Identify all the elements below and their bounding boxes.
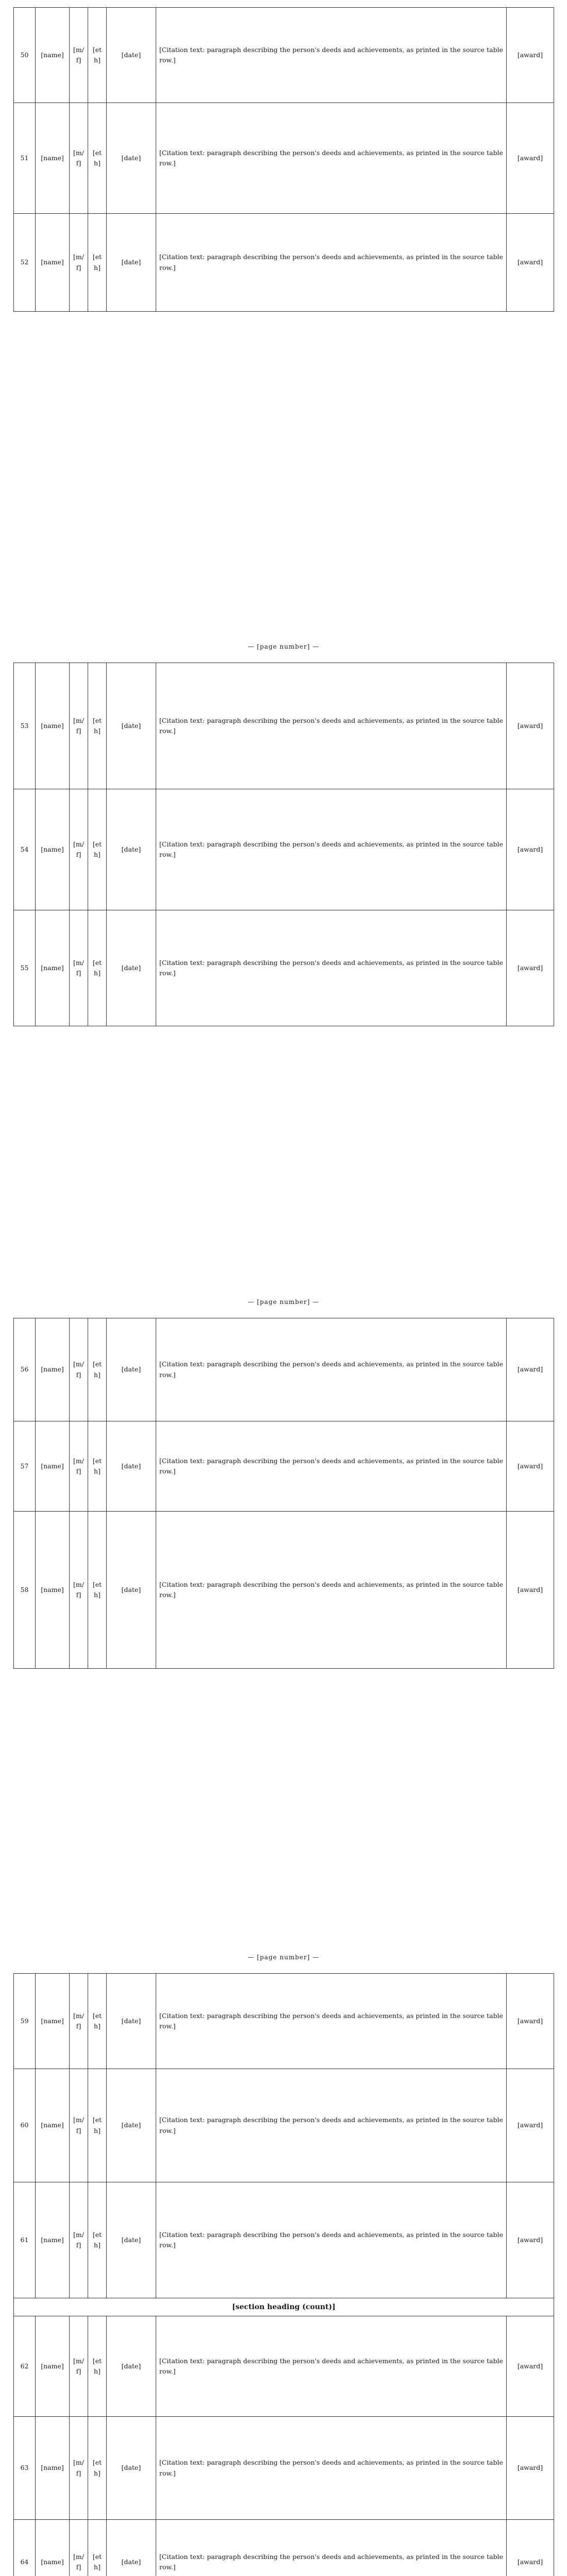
cell-deeds: [Citation text: paragraph describing the person's deeds and achievements, as printed in the source table row.] (156, 8, 507, 103)
cell-number: 53 (14, 663, 36, 789)
cell-honor: [award] (507, 2417, 554, 2520)
table-row (14, 2520, 554, 2576)
table-row (14, 910, 554, 1026)
table-row (14, 1318, 554, 1421)
cell-ethnicity: [eth] (88, 1974, 107, 2069)
cell-honor: [award] (507, 663, 554, 789)
cell-name: [name] (36, 103, 70, 214)
cell-number: 52 (14, 214, 36, 312)
cell-name: [name] (36, 789, 70, 910)
cell-number: 64 (14, 2520, 36, 2576)
honor-table (13, 663, 554, 1026)
cell-deeds: [Citation text: paragraph describing the person's deeds and achievements, as printed in the source table row.] (156, 1318, 507, 1421)
cell-ethnicity: [eth] (88, 789, 107, 910)
cell-sex: [m/f] (70, 2417, 88, 2520)
cell-deeds: [Citation text: paragraph describing the person's deeds and achievements, as printed in the source table row.] (156, 910, 507, 1026)
cell-number: 54 (14, 789, 36, 910)
table-row (14, 8, 554, 103)
table-row (14, 2316, 554, 2417)
cell-number: 61 (14, 2182, 36, 2298)
cell-ethnicity: [eth] (88, 663, 107, 789)
cell-birth-date: [date] (107, 1318, 156, 1421)
cell-name: [name] (36, 910, 70, 1026)
cell-ethnicity: [eth] (88, 2520, 107, 2576)
table-row (14, 789, 554, 910)
page (0, 1311, 567, 1966)
cell-name: [name] (36, 1421, 70, 1512)
cell-name: [name] (36, 1974, 70, 2069)
cell-honor: [award] (507, 1974, 554, 2069)
cell-birth-date: [date] (107, 2316, 156, 2417)
cell-sex: [m/f] (70, 2316, 88, 2417)
cell-birth-date: [date] (107, 910, 156, 1026)
cell-number: 50 (14, 8, 36, 103)
cell-sex: [m/f] (70, 103, 88, 214)
cell-deeds: [Citation text: paragraph describing the person's deeds and achievements, as printed in the source table row.] (156, 2520, 507, 2576)
table-row (14, 663, 554, 789)
cell-deeds: [Citation text: paragraph describing the person's deeds and achievements, as printed in the source table row.] (156, 1421, 507, 1512)
cell-honor: [award] (507, 2069, 554, 2182)
cell-number: 62 (14, 2316, 36, 2417)
cell-number: 51 (14, 103, 36, 214)
section-row (14, 2298, 554, 2316)
cell-birth-date: [date] (107, 1974, 156, 2069)
table-row (14, 1421, 554, 1512)
cell-birth-date: [date] (107, 2520, 156, 2576)
page (0, 0, 567, 655)
cell-honor: [award] (507, 910, 554, 1026)
cell-name: [name] (36, 214, 70, 312)
cell-sex: [m/f] (70, 1512, 88, 1669)
cell-deeds: [Citation text: paragraph describing the person's deeds and achievements, as printed in the source table row.] (156, 1974, 507, 2069)
cell-birth-date: [date] (107, 2417, 156, 2520)
table-row (14, 214, 554, 312)
cell-ethnicity: [eth] (88, 2182, 107, 2298)
cell-ethnicity: [eth] (88, 2417, 107, 2520)
cell-ethnicity: [eth] (88, 910, 107, 1026)
cell-ethnicity: [eth] (88, 1512, 107, 1669)
cell-sex: [m/f] (70, 1974, 88, 2069)
cell-name: [name] (36, 2316, 70, 2417)
section-heading: [section heading (count)] (14, 2298, 554, 2316)
table-row (14, 2069, 554, 2182)
cell-ethnicity: [eth] (88, 1318, 107, 1421)
cell-number: 58 (14, 1512, 36, 1669)
table-row (14, 2417, 554, 2520)
cell-birth-date: [date] (107, 214, 156, 312)
cell-deeds: [Citation text: paragraph describing the person's deeds and achievements, as printed in the source table row.] (156, 663, 507, 789)
page-number: — [page number] — (247, 643, 320, 650)
cell-sex: [m/f] (70, 8, 88, 103)
cell-name: [name] (36, 1512, 70, 1669)
cell-honor: [award] (507, 1512, 554, 1669)
table-row (14, 1512, 554, 1669)
cell-name: [name] (36, 1318, 70, 1421)
cell-deeds: [Citation text: paragraph describing the person's deeds and achievements, as printed in the source table row.] (156, 1512, 507, 1669)
honor-table (13, 1973, 554, 2576)
cell-name: [name] (36, 2417, 70, 2520)
page-number: — [page number] — (247, 1954, 320, 1961)
cell-ethnicity: [eth] (88, 103, 107, 214)
cell-deeds: [Citation text: paragraph describing the person's deeds and achievements, as printed in the source table row.] (156, 2069, 507, 2182)
cell-birth-date: [date] (107, 789, 156, 910)
cell-ethnicity: [eth] (88, 214, 107, 312)
cell-sex: [m/f] (70, 789, 88, 910)
cell-sex: [m/f] (70, 1421, 88, 1512)
cell-deeds: [Citation text: paragraph describing the person's deeds and achievements, as printed in the source table row.] (156, 103, 507, 214)
honor-table (13, 7, 554, 312)
cell-number: 63 (14, 2417, 36, 2520)
cell-number: 59 (14, 1974, 36, 2069)
table-row (14, 1974, 554, 2069)
cell-ethnicity: [eth] (88, 2316, 107, 2417)
cell-sex: [m/f] (70, 2069, 88, 2182)
cell-honor: [award] (507, 2316, 554, 2417)
cell-birth-date: [date] (107, 103, 156, 214)
cell-birth-date: [date] (107, 8, 156, 103)
cell-honor: [award] (507, 789, 554, 910)
cell-birth-date: [date] (107, 1421, 156, 1512)
cell-honor: [award] (507, 2182, 554, 2298)
cell-deeds: [Citation text: paragraph describing the person's deeds and achievements, as printed in the source table row.] (156, 789, 507, 910)
table-row (14, 2182, 554, 2298)
cell-honor: [award] (507, 8, 554, 103)
table-row (14, 103, 554, 214)
cell-number: 55 (14, 910, 36, 1026)
cell-name: [name] (36, 663, 70, 789)
cell-ethnicity: [eth] (88, 1421, 107, 1512)
page-number: — [page number] — (247, 1298, 320, 1306)
cell-number: 57 (14, 1421, 36, 1512)
cell-number: 60 (14, 2069, 36, 2182)
cell-sex: [m/f] (70, 1318, 88, 1421)
cell-name: [name] (36, 2069, 70, 2182)
cell-honor: [award] (507, 1421, 554, 1512)
honor-table (13, 1318, 554, 1669)
cell-honor: [award] (507, 1318, 554, 1421)
cell-sex: [m/f] (70, 663, 88, 789)
cell-sex: [m/f] (70, 2520, 88, 2576)
cell-honor: [award] (507, 103, 554, 214)
cell-name: [name] (36, 2182, 70, 2298)
cell-deeds: [Citation text: paragraph describing the person's deeds and achievements, as printed in the source table row.] (156, 2417, 507, 2520)
cell-deeds: [Citation text: paragraph describing the person's deeds and achievements, as printed in the source table row.] (156, 2316, 507, 2417)
page (0, 1966, 567, 2576)
cell-ethnicity: [eth] (88, 2069, 107, 2182)
cell-birth-date: [date] (107, 663, 156, 789)
cell-birth-date: [date] (107, 2069, 156, 2182)
cell-honor: [award] (507, 214, 554, 312)
cell-sex: [m/f] (70, 910, 88, 1026)
cell-name: [name] (36, 8, 70, 103)
page (0, 655, 567, 1311)
cell-ethnicity: [eth] (88, 8, 107, 103)
cell-birth-date: [date] (107, 1512, 156, 1669)
cell-sex: [m/f] (70, 214, 88, 312)
cell-number: 56 (14, 1318, 36, 1421)
cell-birth-date: [date] (107, 2182, 156, 2298)
cell-name: [name] (36, 2520, 70, 2576)
cell-deeds: [Citation text: paragraph describing the person's deeds and achievements, as printed in the source table row.] (156, 214, 507, 312)
cell-deeds: [Citation text: paragraph describing the person's deeds and achievements, as printed in the source table row.] (156, 2182, 507, 2298)
cell-honor: [award] (507, 2520, 554, 2576)
cell-sex: [m/f] (70, 2182, 88, 2298)
